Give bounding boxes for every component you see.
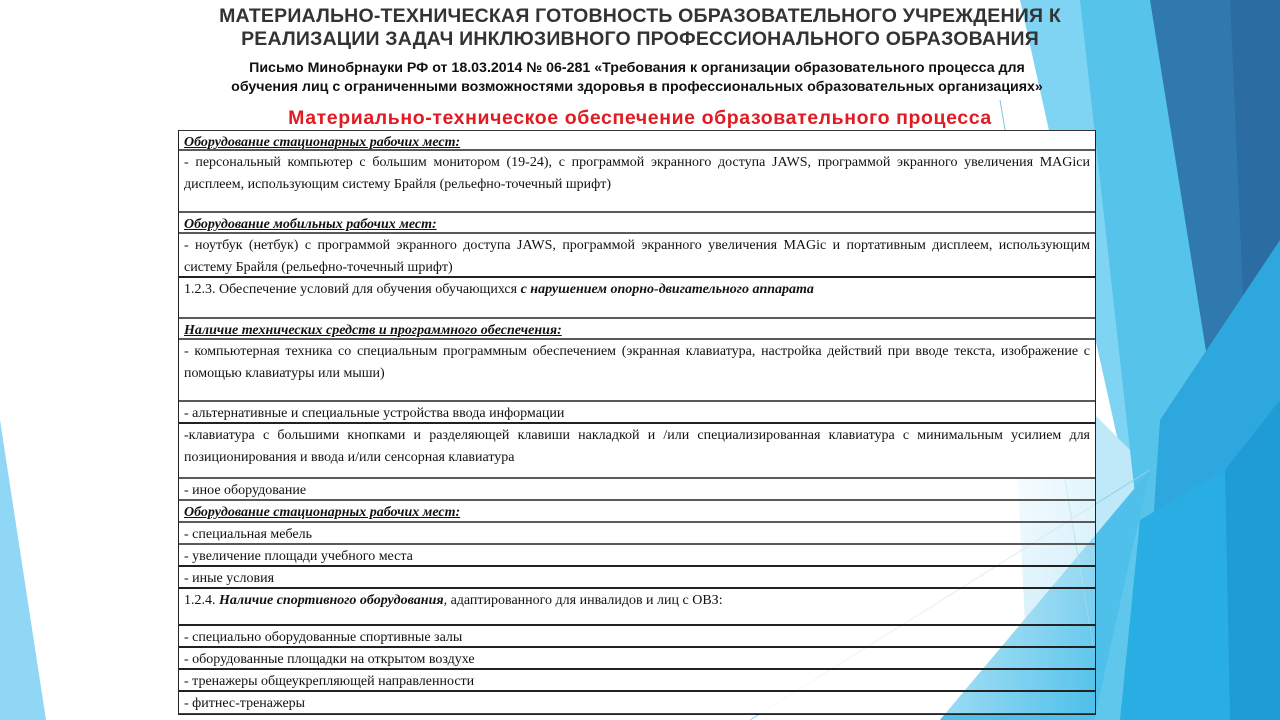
table-row [179, 234, 1095, 278]
slide-title-line-1: МАТЕРИАЛЬНО-ТЕХНИЧЕСКАЯ ГОТОВНОСТЬ ОБРАЗОВАТЕЛЬНОГО УЧРЕЖДЕНИЯ К [219, 5, 1061, 27]
table-row [179, 131, 1095, 151]
table-row [179, 319, 1095, 340]
table-row [179, 626, 1095, 648]
table-row [179, 278, 1095, 319]
table-row-text: - специальная мебель [184, 527, 313, 542]
table-row [179, 589, 1095, 626]
table-row-text-suffix: , адаптированного для инвалидов и лиц с ОВЗ: [443, 593, 723, 608]
table-row-text: - тренажеры общеукрепляющей направленности [184, 674, 475, 689]
table-row-header: Оборудование стационарных рабочих мест: [184, 135, 461, 150]
table-row-header: Наличие технических средств и программного обеспечения: [184, 323, 562, 338]
table-row [179, 545, 1095, 567]
table-row [179, 523, 1095, 545]
table-row [179, 213, 1095, 234]
table-row-text: - специально оборудованные спортивные залы [184, 630, 463, 645]
table-row [179, 424, 1095, 479]
table-row-text: - иные условия [184, 571, 275, 586]
table-row-text: - ноутбук (нетбук) с программой экранного доступа JAWS, программой экранного увеличения MAGic и портативным дисплеем, использующим систему Брайля (рельефно-точечный шрифт) [184, 238, 1090, 275]
table-row [179, 479, 1095, 501]
left-triangle-shape [0, 420, 46, 720]
table-row [179, 402, 1095, 424]
section-title: Материально-техническое обеспечение образовательного процесса [288, 107, 992, 129]
letter-reference [172, 59, 1102, 97]
table-row-text: 1.2.3. Обеспечение условий для обучения обучающихся [184, 282, 521, 297]
table-row [179, 340, 1095, 402]
table-row [179, 670, 1095, 692]
table-row-text: - альтернативные и специальные устройства ввода информации [184, 406, 565, 421]
table-row [179, 567, 1095, 589]
table-row-emphasis: с нарушением опорно-двигательного аппарата [520, 282, 814, 297]
letter-reference-line-2: обучения лиц с ограниченными возможностями здоровья в профессиональных образовательных организациях» [231, 79, 1043, 95]
table-row [179, 648, 1095, 670]
table-row-text: - увеличение площади учебного места [184, 549, 413, 564]
table-row-text: - персональный компьютер с большим монитором (19-24), с программой экранного доступа JAWS, программой экранного увеличения MAGicи дисплеем, использующим систему Брайля (рельефно-точечный шрифт) [184, 155, 1090, 192]
table-row [179, 151, 1095, 213]
table-row-text: - фитнес-тренажеры [184, 696, 306, 711]
slide-title [180, 5, 1100, 51]
table-row-text: - оборудованные площадки на открытом воздухе [184, 652, 475, 667]
table-row-header: Оборудование мобильных рабочих мест: [184, 217, 437, 232]
table-row-header: Оборудование стационарных рабочих мест: [184, 505, 461, 520]
table-row-emphasis: Наличие спортивного оборудования [219, 593, 444, 608]
table-row [179, 692, 1095, 714]
requirements-table [178, 130, 1096, 715]
table-row-text: - иное оборудование [184, 483, 307, 498]
slide-title-line-2: РЕАЛИЗАЦИИ ЗАДАЧ ИНКЛЮЗИВНОГО ПРОФЕССИОНАЛЬНОГО ОБРАЗОВАНИЯ [241, 28, 1039, 50]
table-row-text: -клавиатура с большими кнопками и разделяющей клавиши накладкой и /или специализированная клавиатура с минимальным усилием для позиционирования и ввода и/или сенсорная клавиатура [184, 428, 1090, 465]
letter-reference-line-1: Письмо Минобрнауки РФ от 18.03.2014 № 06-281 «Требования к организации образовательного процесса для [249, 60, 1025, 76]
table-row-text: - компьютерная техника со специальным программным обеспечением (экранная клавиатура, настройка действий при вводе текста, изображение с помощью клавиатуры или мыши) [184, 344, 1090, 381]
table-row [179, 501, 1095, 523]
table-row-text: 1.2.4. [184, 593, 219, 608]
